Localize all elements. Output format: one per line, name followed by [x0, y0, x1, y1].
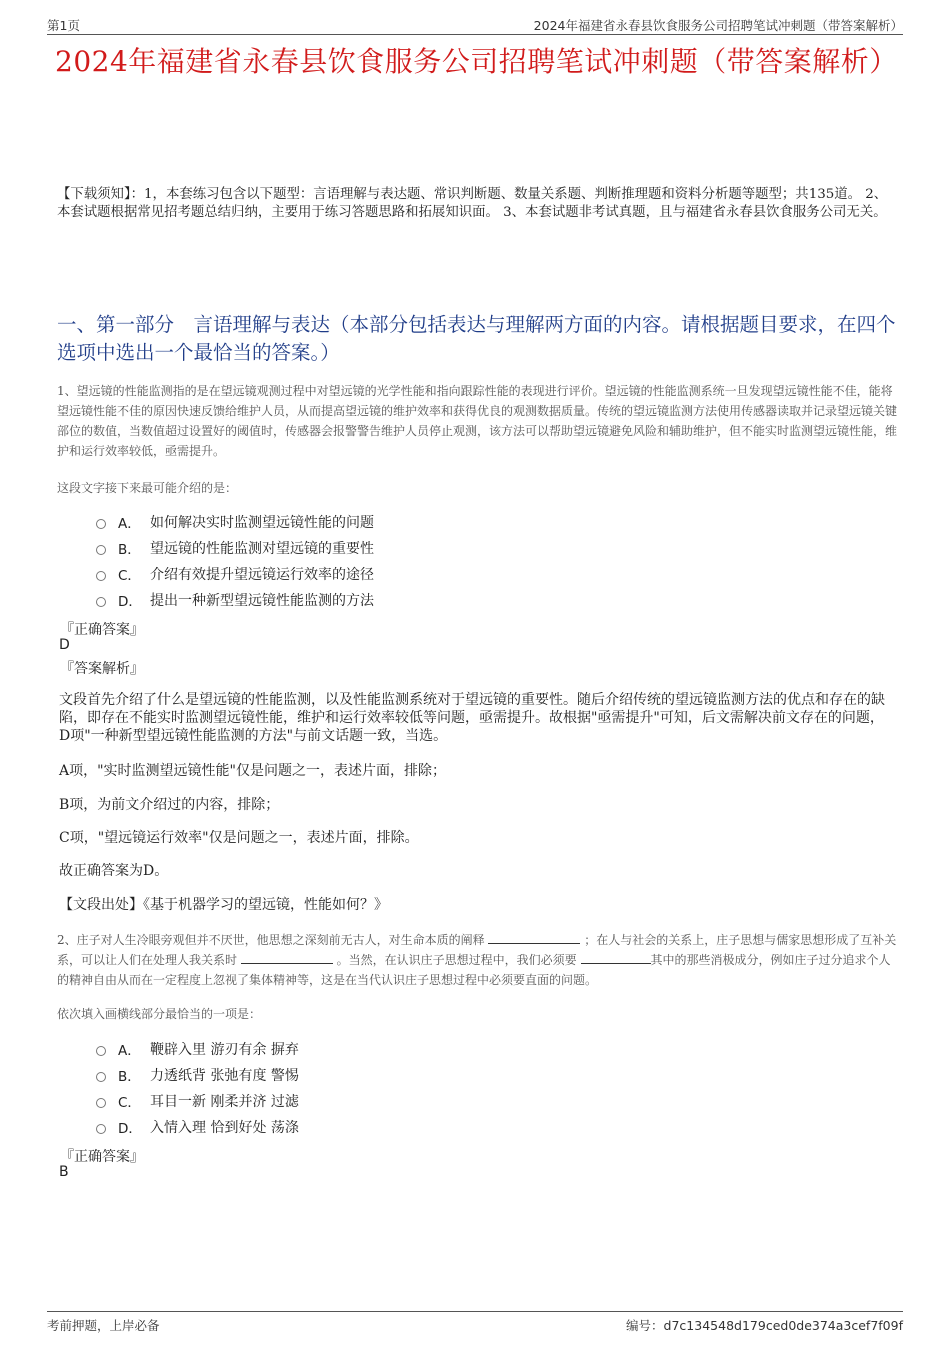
option-a[interactable]: A． 如何解决实时监测望远镜性能的问题 — [96, 509, 374, 535]
page-footer — [47, 1311, 903, 1336]
option-b[interactable]: B． 力透纸背 张弛有度 警惕 — [96, 1062, 299, 1088]
question-2-options — [96, 1036, 299, 1140]
option-c[interactable]: C． 介绍有效提升望远镜运行效率的途径 — [96, 561, 374, 587]
download-notice: 【下载须知】：1，本套练习包含以下题型：言语理解与表达题、常识判断题、数量关系题、判断推理题和资料分析题等题型；共135道。 2、本套试题根据常见招考题总结归纳，主要用于练习答题思路和拓展知识面。 3、本套试题非考试真题，且与福建省永春县饮食服务公司无关。 — [57, 187, 888, 220]
radio-icon[interactable] — [96, 1072, 106, 1082]
radio-icon[interactable] — [96, 571, 106, 581]
radio-icon[interactable] — [96, 1098, 106, 1108]
section-heading: 一、第一部分 言语理解与表达（本部分包括表达与理解两方面的内容。请根据题目要求，在四个选项中选出一个最恰当的答案。） — [57, 313, 896, 364]
document-id: 编号：d7c134548d179ced0de374a3cef7f09f — [626, 1318, 903, 1333]
answer-value: D — [59, 637, 70, 653]
page-header — [47, 14, 903, 35]
question-1-lead: 这段文字接下来最可能介绍的是： — [57, 481, 238, 495]
document-title: 2024年福建省永春县饮食服务公司招聘笔试冲刺题（带答案解析） — [55, 45, 898, 78]
question-2-lead: 依次填入画横线部分最恰当的一项是： — [57, 1007, 262, 1021]
header-doc-title: 2024年福建省永春县饮食服务公司招聘笔试冲刺题（带答案解析） — [533, 18, 903, 33]
option-c[interactable]: C． 耳目一新 刚柔并济 过滤 — [96, 1088, 299, 1114]
option-d[interactable]: D． 入情入理 恰到好处 荡涤 — [96, 1114, 299, 1140]
footer-slogan: 考前押题，上岸必备 — [47, 1318, 160, 1333]
fill-blank-1 — [488, 931, 580, 944]
radio-icon[interactable] — [96, 519, 106, 529]
fill-blank-2 — [241, 951, 333, 964]
analysis-item-c: C项，"望远镜运行效率"仅是问题之一，表述片面，排除。 — [59, 830, 419, 846]
passage-source: 【文段出处】《基于机器学习的望远镜，性能如何？》 — [59, 897, 388, 913]
question-2-text: 2、庄子对人生冷眼旁观但并不厌世，他思想之深刻前无古人，对生命本质的阐释 ；在人与社会的关系上，庄子思想与儒家思想形成了互补关系，可以让人们在处理人我关系时 。当然，在认识庄子思想过程中，我们必须要 其中的那些消极成分，例如庄子过分追求个人的精神自由从而在一定程度上忽视了集体精神等，这是在当代认识庄子思想过程中必须要直面的问题。 — [57, 933, 897, 987]
fill-blank-3 — [581, 951, 651, 964]
analysis-paragraph: 文段首先介绍了什么是望远镜的性能监测，以及性能监测系统对于望远镜的重要性。随后介绍传统的望远镜监测方法的优点和存在的缺陷，即存在不能实时监测望远镜性能，维护和运行效率较低等问题，亟需提升。故根据"亟需提升"可知，后文需解决前文存在的问题，D项"一种新型望远镜性能监测的方法"与前文话题一致，当选。 — [59, 692, 885, 744]
answer-label: 『正确答案』 — [60, 622, 144, 638]
question-1-text: 1、望远镜的性能监测指的是在望远镜观测过程中对望远镜的光学性能和指向跟踪性能的表现进行评价。望远镜的性能监测系统一旦发现望远镜性能不佳，能将望远镜性能不佳的原因快速反馈给维护人员，从而提高望远镜的维护效率和获得优良的观测数据质量。传统的望远镜监测方法使用传感器读取并记录望远镜关键部位的数值，当数值超过设置好的阈值时，传感器会报警警告维护人员停止观测，该方法可以帮助望远镜避免风险和辅助维护，但不能实时监测望远镜性能，维护和运行效率较低，亟需提升。 — [57, 384, 898, 458]
page-number: 第1页 — [47, 18, 80, 33]
radio-icon[interactable] — [96, 1046, 106, 1056]
option-d[interactable]: D． 提出一种新型望远镜性能监测的方法 — [96, 587, 374, 613]
option-b[interactable]: B． 望远镜的性能监测对望远镜的重要性 — [96, 535, 374, 561]
analysis-item-b: B项，为前文介绍过的内容，排除； — [59, 797, 280, 813]
answer-label: 『正确答案』 — [60, 1149, 144, 1165]
radio-icon[interactable] — [96, 1124, 106, 1134]
analysis-conclusion: 故正确答案为D。 — [59, 863, 169, 879]
analysis-item-a: A项，"实时监测望远镜性能"仅是问题之一，表述片面，排除； — [59, 763, 446, 779]
option-a[interactable]: A． 鞭辟入里 游刃有余 摒弃 — [96, 1036, 299, 1062]
analysis-label: 『答案解析』 — [60, 661, 144, 677]
radio-icon[interactable] — [96, 545, 106, 555]
radio-icon[interactable] — [96, 597, 106, 607]
answer-value: B — [59, 1164, 69, 1180]
question-1-options — [96, 509, 374, 613]
